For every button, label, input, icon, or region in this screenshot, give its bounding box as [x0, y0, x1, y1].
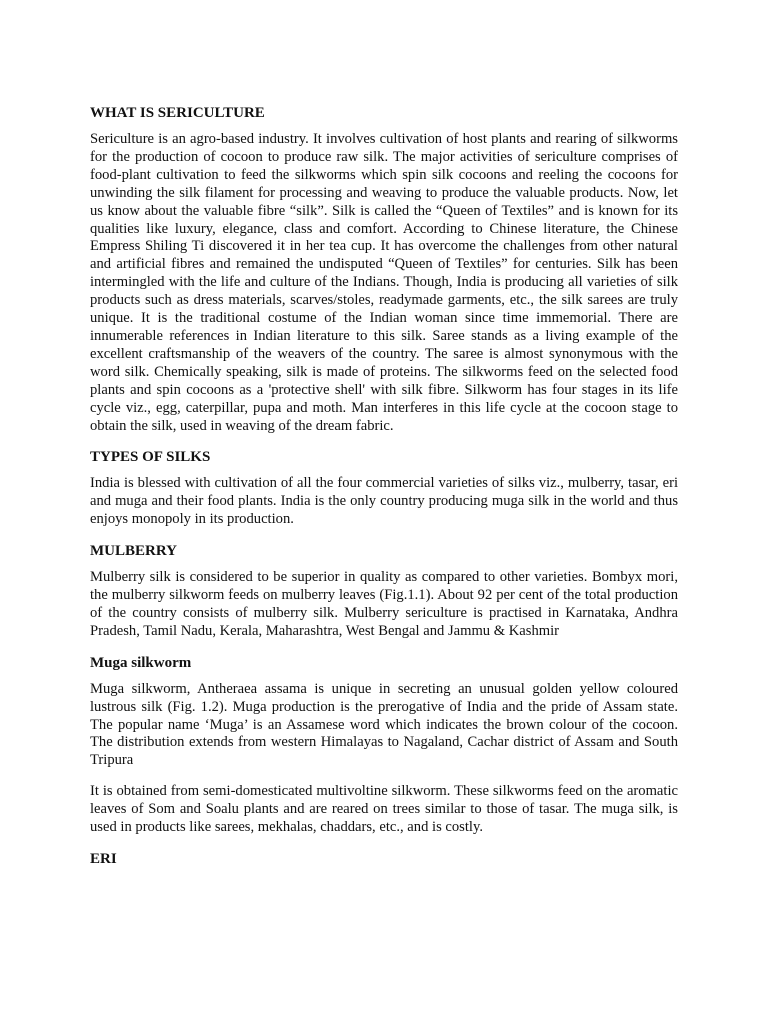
section-heading-types-of-silks: TYPES OF SILKS	[90, 449, 211, 466]
paragraph-sericulture: Sericulture is an agro-based industry. It involves cultivation of host plants and rearing of silkworms for the production of cocoon to produce raw silk. The major activities of sericulture comprises of food-plant cultivation to feed the silkworms which spin silk cocoons and reeling the cocoons for unwinding the silk filament for processing and weaving to produce the valuable products. Now, let us know about the valuable fibre “silk”. Silk is called the “Queen of Textiles” and is known for its qualities like luxury, elegance, class and comfort. According to Chinese literature, the Chinese Empress Shiling Ti discovered it in her tea cup. It has overcome the challenges from other natural and artificial fibres and remained the undisputed “Queen of Textiles” for centuries. Silk has been intermingled with the life and culture of the Indians. Though, India is producing all varieties of silk products such as dress materials, scarves/stoles, readymade garments, etc., the silk sarees are truly unique. It is the traditional costume of the Indian woman since time immemorial. There are innumerable references in Indian literature to this silk. Saree stands as a living example of the excellent craftsmanship of the weavers of the country. The saree is almost synonymous with the word silk. Chemically speaking, silk is made of proteins. The silkworms feed on the selected food plants and spin cocoons as a 'protective shell' with silk fibre. Silkworm has four stages in its life cycle viz., egg, caterpillar, pupa and moth. Man interferes in this life cycle at the cocoon stage to obtain the silk, used in weaving of the dream fabric.	[90, 131, 678, 434]
section-heading-eri: ERI	[90, 851, 117, 867]
paragraph-muga-silkworm-2: It is obtained from semi-domesticated multivoltine silkworm. These silkworms feed on the aromatic leaves of Som and Soalu plants and are reared on trees similar to those of tasar. The muga silk, is used in products like sarees, mekhalas, chaddars, etc., and is costly.	[90, 783, 678, 836]
paragraph-mulberry: Mulberry silk is considered to be superior in quality as compared to other varieties. Bombyx mori, the mulberry silkworm feeds on mulberry leaves (Fig.1.1). About 92 per cent of the total production of the country consists of mulberry silk. Mulberry sericulture is practised in Karnataka, Andhra Pradesh, Tamil Nadu, Kerala, Maharashtra, West Bengal and Jammu & Kashmir	[90, 569, 678, 639]
section-heading-mulberry: MULBERRY	[90, 543, 177, 560]
section-heading-muga-silkworm: Muga silkworm	[90, 654, 192, 671]
paragraph-muga-silkworm-1: Muga silkworm, Antheraea assama is unique in secreting an unusual golden yellow coloured lustrous silk (Fig. 1.2). Muga production is the prerogative of India and the pride of Assam state. The popular name ‘Muga’ is an Assamese word which indicates the brown colour of the cocoon. The distribution extends from western Himalayas to Nagaland, Cachar district of Assam and South Tripura	[90, 680, 678, 769]
paragraph-types-of-silks: India is blessed with cultivation of all the four commercial varieties of silks viz., mulberry, tasar, eri and muga and their food plants. India is the only country producing muga silk in the world and thus enjoys monopoly in its production.	[90, 475, 678, 528]
section-heading-sericulture: WHAT IS SERICULTURE	[90, 105, 265, 121]
